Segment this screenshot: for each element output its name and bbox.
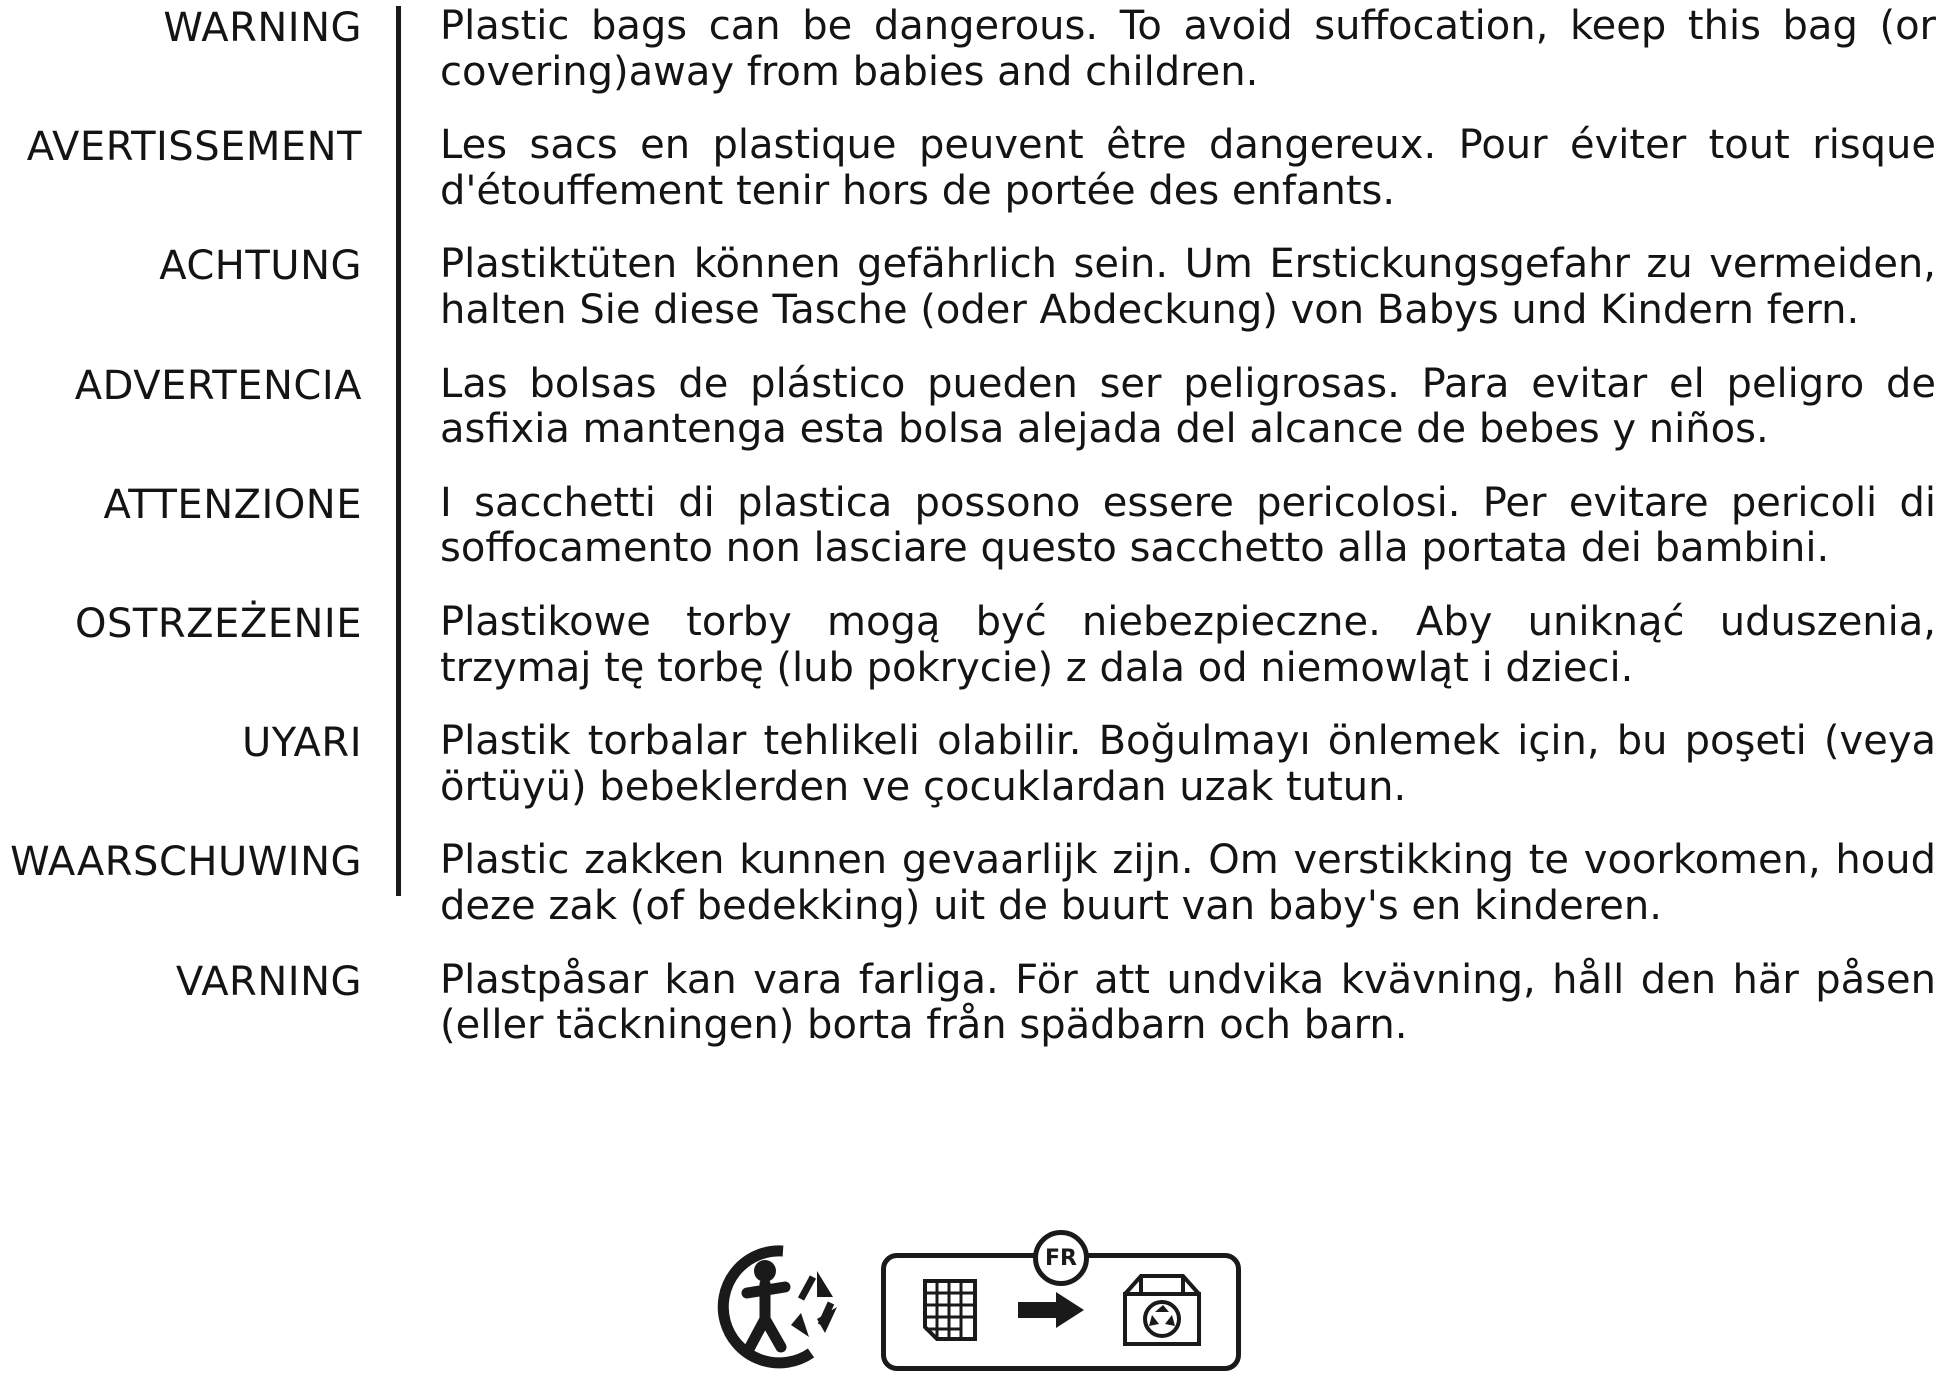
vertical-divider <box>396 6 401 896</box>
warning-text: Plastiktüten können gefährlich sein. Um Erstickungsgefahr zu vermeiden, halten Sie diese Tasche (oder Abdeckung) von Babys und Kindern fern. <box>440 241 1936 333</box>
warning-text: I sacchetti di plastica possono essere pericolosi. Per evitare pericoli di soffocamento non lasciare questo sacchetto alla portata dei bambini. <box>440 479 1936 572</box>
warning-row <box>0 719 1946 810</box>
warning-text: Plastik torbalar tehlikeli olabilir. Boğulmayı önlemek için, bu poşeti (veya örtüyü) bebeklerden ve çocuklardan uzak tutun. <box>440 718 1936 810</box>
language-label: ACHTUNG <box>159 243 362 290</box>
language-label: UYARI <box>241 720 362 767</box>
warning-text: Plastikowe torby mogą być niebezpieczne. Aby uniknąć uduszenia, trzymaj tę torbę (lub pokrycie) z dala od niemowląt i dzieci. <box>440 598 1936 691</box>
language-label: VARNING <box>175 958 362 1005</box>
language-label: AVERTISSEMENT <box>26 124 362 171</box>
paper-sheet-icon <box>915 1275 985 1349</box>
tidyman-recycle-icon <box>705 1241 855 1371</box>
warning-text: Les sacs en plastique peuvent être dangereux. Pour éviter tout risque d'étouffement tenir hors de portée des enfants. <box>440 122 1936 214</box>
row-spacer <box>0 691 1946 719</box>
warning-row <box>0 481 1946 572</box>
row-spacer <box>0 95 1946 123</box>
warning-text: Plastic bags can be dangerous. To avoid suffocation, keep this bag (or covering)away from babies and children. <box>440 3 1936 95</box>
warning-row <box>0 362 1946 453</box>
warning-row <box>0 600 1946 691</box>
language-label: ADVERTENCIA <box>74 362 362 409</box>
warning-text: Las bolsas de plástico pueden ser peligrosas. Para evitar el peligro de asfixia mantenga esta bolsa alejada del alcance de bebes y niños. <box>440 360 1936 453</box>
row-spacer <box>0 810 1946 838</box>
row-spacer <box>0 334 1946 362</box>
country-badge: FR <box>1033 1230 1089 1286</box>
row-spacer <box>0 453 1946 481</box>
warning-row <box>0 958 1946 1049</box>
language-label: ATTENZIONE <box>103 481 362 528</box>
row-spacer <box>0 214 1946 242</box>
language-label: OSTRZEŻENIE <box>75 600 362 647</box>
warning-row <box>0 4 1946 95</box>
footer-icons <box>0 1241 1946 1371</box>
sorting-instruction-box <box>881 1245 1241 1371</box>
warning-text: Plastpåsar kan vara farliga. För att undvika kvävning, håll den här påsen (eller täckningen) borta från spädbarn och barn. <box>440 956 1936 1049</box>
row-spacer <box>0 930 1946 958</box>
row-spacer <box>0 572 1946 600</box>
warning-text: Plastic zakken kunnen gevaarlijk zijn. Om verstikking te voorkomen, houd deze zak (of bedekking) uit de buurt van baby's en kinderen. <box>440 837 1936 929</box>
warning-row <box>0 242 1946 333</box>
recycling-bin-icon <box>1117 1272 1207 1352</box>
language-label: WAARSCHUWING <box>10 839 362 886</box>
language-label: WARNING <box>163 5 362 51</box>
warning-row <box>0 838 1946 929</box>
warning-row <box>0 123 1946 214</box>
arrow-right-icon <box>1016 1290 1086 1334</box>
